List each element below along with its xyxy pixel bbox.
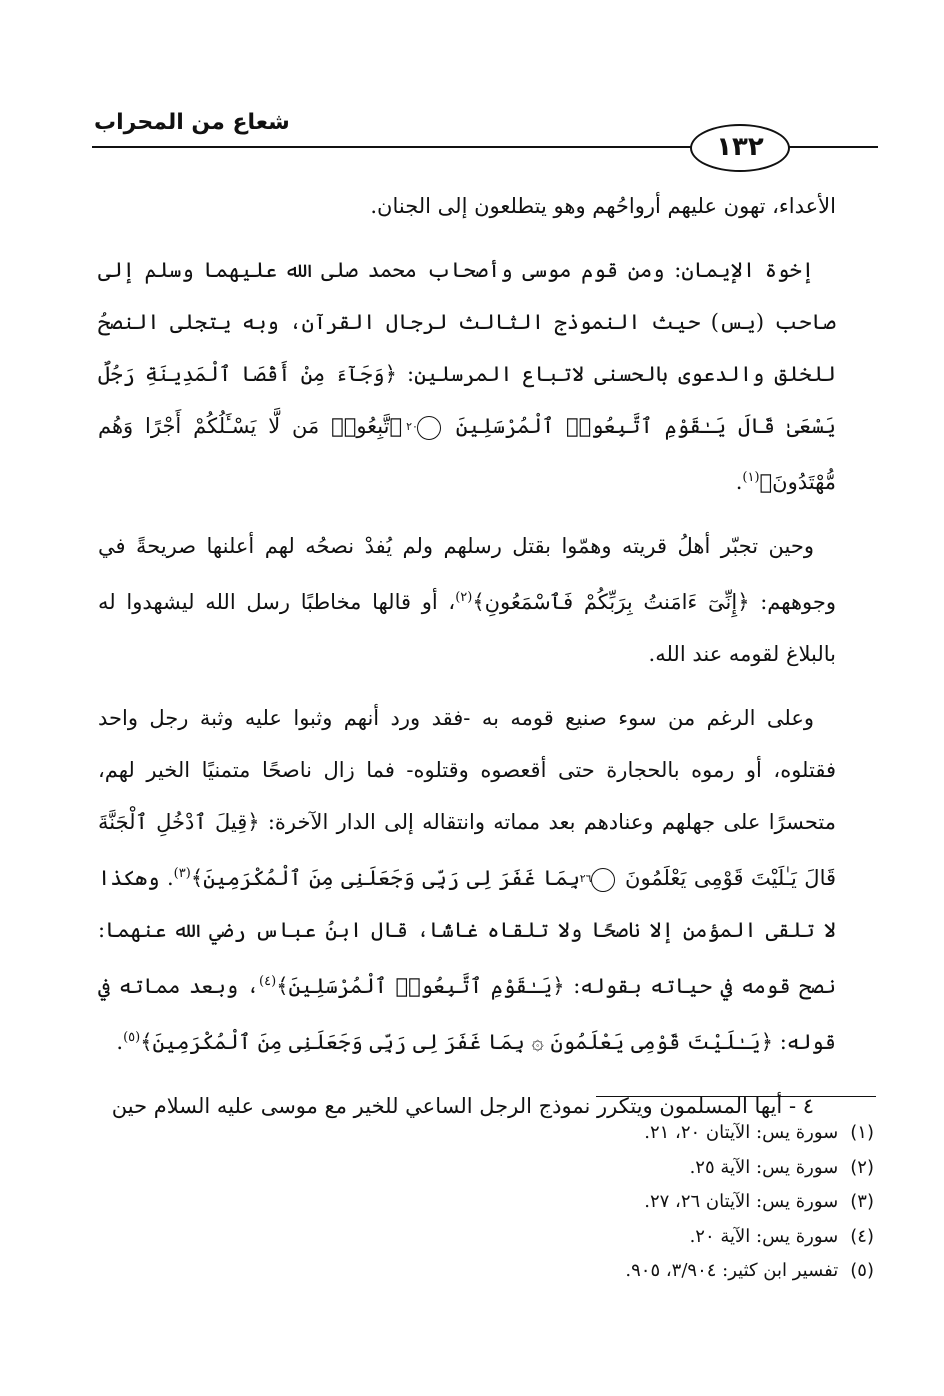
- footnote-ref: (٥): [123, 1030, 141, 1045]
- footnote-text: تفسير ابن كثير: ٣/٩٠٤، ٩٠٥.: [625, 1260, 839, 1281]
- paragraph-text: وحين تجبّر أهلُ قريته وهمّوا بقتل رسلهم ولم يُفدْ نصحُه لهم أعلنها صريحةً في وجوههم:: [98, 534, 836, 614]
- footnote-item: [300, 1116, 874, 1151]
- page-number: ١٣٢: [690, 124, 790, 172]
- paragraph-2: [98, 244, 836, 508]
- footnote-ref: (١): [742, 470, 760, 485]
- footnote-number: (٢): [850, 1156, 874, 1178]
- quran-verse: ﴿قِيلَ ٱدْخُلِ ٱلْجَنَّةَ قَالَ يَـٰلَيْتَ قَوْمِى يَعْلَمُونَ: [98, 810, 837, 890]
- quran-verse: ﴿إِنِّىٓ ءَامَنتُ بِرَبِّكُمْ فَٱسْمَعُونِ﴾: [472, 590, 750, 614]
- quran-verse: ٱتَّبِعُوا۟ مَن لَّا يَسْـَٔلُكُمْ أَجْرًا وَهُم مُّهْتَدُونَ﴾: [98, 414, 836, 494]
- footnote-number: (٣): [850, 1191, 874, 1212]
- footnote-item: [300, 1151, 874, 1186]
- ayah-number-marker: ٢٠: [417, 416, 441, 440]
- footnote-ref: (٢): [455, 590, 473, 605]
- footnotes: [300, 1116, 874, 1289]
- footnote-item: [300, 1254, 874, 1289]
- paragraph-1: [98, 180, 836, 232]
- footnote-ref: (٣): [173, 866, 191, 881]
- paragraph-text: ، وبعد مماته في قوله:: [98, 974, 836, 1054]
- paragraph-3: [98, 520, 836, 680]
- ayah-number-marker: ٢٦: [591, 868, 615, 892]
- footnote-text: سورة يس: الآية ٢٠.: [689, 1225, 839, 1247]
- footnote-text: سورة يس: الآيتان ٢٠، ٢١.: [644, 1122, 839, 1143]
- paragraph-text: وعلى الرغم من سوء صنيع قومه به -فقد ورد أنهم وثبوا عليه وثبة رجل واحد فقتلوه، أو رموه بالحجارة حتى أقعصوه وقتلوه- فما زال ناصحًا متمنيًا الخير لهم، متحسرًا على جهلهم وعنادهم بعد مماته وانتقاله إلى الدار الآخرة:: [98, 706, 836, 834]
- footnote-number: (١): [850, 1122, 874, 1143]
- quran-verse: بِمَا غَفَرَ لِى رَبِّى وَجَعَلَنِى مِنَ ٱلْمُكْرَمِينَ﴾: [190, 866, 581, 890]
- paragraph-4: [98, 692, 836, 1068]
- quran-verse: ﴿وَجَآءَ مِنْ أَقْصَا ٱلْمَدِينَةِ رَجُلٌ يَسْعَىٰ قَالَ يَـٰقَوْمِ ٱتَّبِعُوا۟ ٱلْمُرْسَلِينَ: [98, 362, 836, 438]
- paragraph-text: الأعداء، تهون عليهم أرواحُهم وهو يتطلعون إلى الجنان.: [370, 194, 836, 218]
- footnote-item: [300, 1185, 874, 1220]
- footnote-item: [300, 1220, 874, 1255]
- quran-verse: ﴿يَـٰلَيْتَ قَوْمِى يَعْلَمُونَ ۞ بِمَا غَفَرَ لِى رَبِّى وَجَعَلَنِى مِنَ ٱلْمُكْرَمِينَ﴾: [140, 1030, 774, 1054]
- paragraph-text: ، أو قالها مخاطبًا رسل الله ليشهدوا له بالبلاغ لقومه عند الله.: [98, 590, 836, 666]
- footnote-text: سورة يس: الآيتان ٢٦، ٢٧.: [644, 1191, 839, 1212]
- paragraph-text: . وهكذا لا تلقى المؤمن إلا ناصحًا ولا تلقاه غاشًا، قال ابنُ عباس رضي الله عنهما: نصح قومه في حياته بقوله:: [98, 866, 836, 998]
- footnote-text: سورة يس: الآية ٢٥.: [689, 1156, 839, 1178]
- punctuation: .: [116, 1030, 124, 1054]
- book-title: شعاع من المحراب: [94, 110, 290, 135]
- footnote-number: (٥): [850, 1260, 874, 1281]
- paragraph-text: إخوة الإيمان: ومن قوم موسى وأصحاب محمد صلى الله عليهما وسلم إلى صاحب (يس) حيث النموذج الثالث لرجال القرآن، وبه يتجلى النصحُ للخلق والدعوى بالحسنى لاتباع المرسلين:: [98, 258, 836, 386]
- page-body: [98, 180, 836, 1132]
- footnote-number: (٤): [850, 1225, 874, 1247]
- paragraph-text: ٤ - أيها المسلمون ويتكرر نموذج الرجل الساعي للخير مع موسى عليه السلام حين: [111, 1094, 814, 1118]
- page-header: [92, 108, 878, 164]
- footnote-ref: (٤): [259, 974, 277, 989]
- footnote-divider: [596, 1096, 876, 1097]
- quran-verse: ﴿يَـٰقَوْمِ ٱتَّبِعُوا۟ ٱلْمُرْسَلِينَ﴾: [276, 974, 565, 998]
- punctuation: .: [735, 470, 743, 494]
